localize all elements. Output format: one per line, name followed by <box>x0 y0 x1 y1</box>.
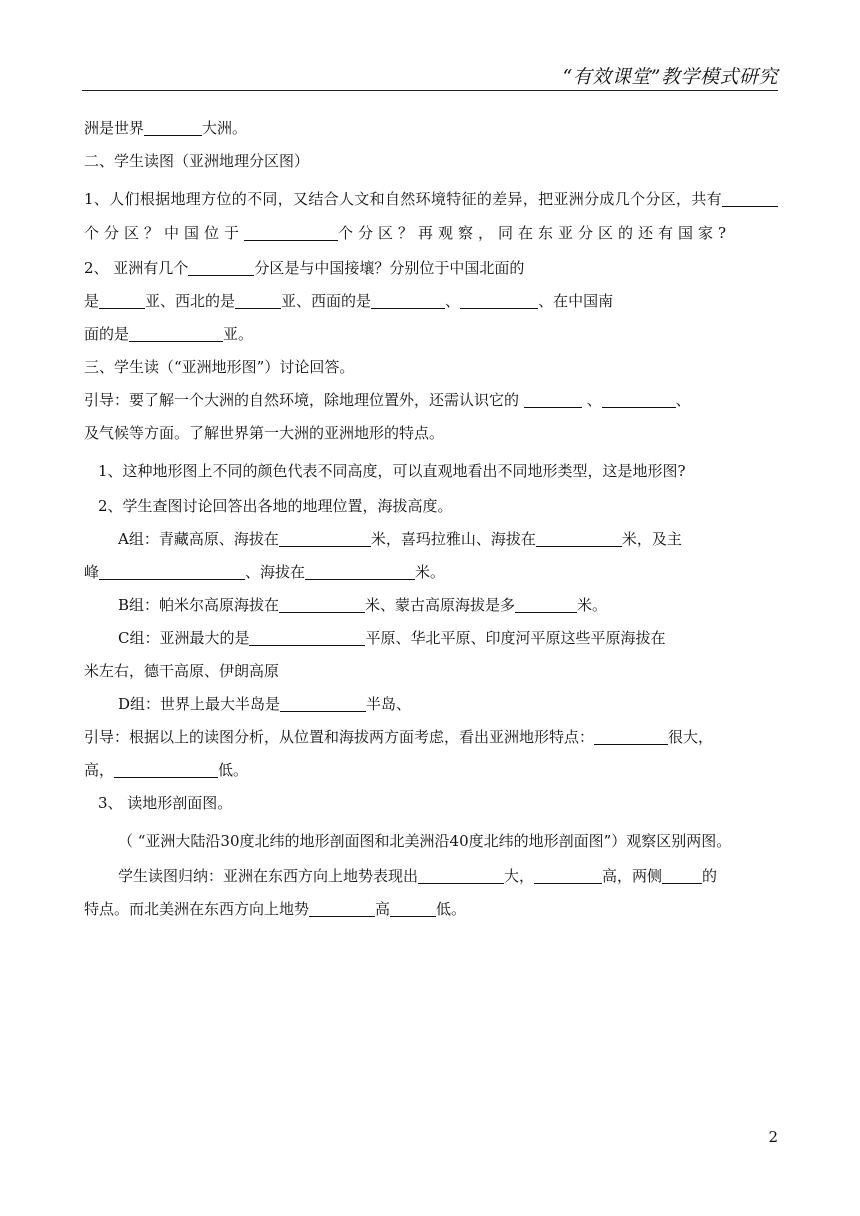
group-b: B组：帕米尔高原海拔在 米、蒙古高原海拔是多 米。 <box>118 596 608 614</box>
guide-1: 引导：要了解一个大洲的自然环境，除地理位置外，还需认识它的 、 、 <box>84 391 691 409</box>
question-3-3: 3、 读地形剖面图。 <box>98 794 233 812</box>
blank[interactable] <box>602 391 676 408</box>
blank[interactable] <box>249 629 365 646</box>
blank[interactable] <box>99 292 145 309</box>
question-2-2: 2、 亚洲有几个 分区是与中国接壤？分别位于中国北面的 <box>84 259 525 277</box>
blank[interactable] <box>279 596 365 613</box>
question-3-2: 2、学生查图讨论回答出各地的地理位置，海拔高度。 <box>98 497 453 515</box>
blank[interactable] <box>371 292 445 309</box>
blank[interactable] <box>99 563 245 580</box>
group-c: C组：亚洲最大的是 平原、华北平原、印度河平原这些平原海拔在 <box>118 629 666 647</box>
blank[interactable] <box>390 900 436 917</box>
blank[interactable] <box>114 761 218 778</box>
blank[interactable] <box>418 867 504 884</box>
group-a: A组：青藏高原、海拔在 米，喜玛拉雅山、海拔在 米，及主 <box>118 530 682 548</box>
question-2-2-end: 面的是 亚。 <box>84 325 254 343</box>
blank[interactable] <box>305 563 415 580</box>
blank[interactable] <box>188 259 254 276</box>
group-a-cont: 峰 、海拔在 米。 <box>84 563 446 581</box>
blank[interactable] <box>515 596 577 613</box>
blank[interactable] <box>460 292 538 309</box>
blank[interactable] <box>536 530 622 547</box>
section-3-heading: 三、学生读（“亚洲地形图”）讨论回答。 <box>84 358 355 376</box>
blank[interactable] <box>235 292 281 309</box>
guide-2-cont: 高， 低。 <box>84 761 249 779</box>
blank[interactable] <box>534 867 602 884</box>
blank[interactable] <box>279 530 371 547</box>
profile-note: （ “亚洲大陆沿30度北纬的地形剖面图和北美洲沿40度北纬的地形剖面图”）观察区别两图。 <box>118 832 732 850</box>
blank[interactable] <box>524 391 582 408</box>
group-d: D组：世界上最大半岛是 半岛、 <box>118 695 412 713</box>
blank[interactable] <box>594 728 668 745</box>
page-number: 2 <box>768 1128 778 1146</box>
blank[interactable] <box>144 119 202 136</box>
line-1: 洲是世界 大洲。 <box>84 119 248 137</box>
group-c-cont: 米左右，德干高原、伊朗高原 <box>84 662 280 680</box>
blank[interactable] <box>129 325 223 342</box>
summary-1-cont: 特点。而北美洲在东西方向上地势 高 低。 <box>84 900 467 918</box>
header-title: “有效课堂”教学模式研究 <box>562 66 778 88</box>
section-2-heading: 二、学生读图（亚洲地理分区图） <box>84 152 310 170</box>
blank[interactable] <box>662 867 702 884</box>
document-body <box>84 116 778 930</box>
header-rule <box>82 90 778 91</box>
question-3-1: 1、这种地形图上不同的颜色代表不同高度，可以直观地看出不同地形类型，这是地形图? <box>98 462 686 480</box>
summary-1: 学生读图归纳：亚洲在东西方向上地势表现出 大， 高，两侧 的 <box>118 867 718 885</box>
guide-2: 引导：根据以上的读图分析，从位置和海拔两方面考虑，看出亚洲地形特点： 很大， <box>84 728 714 746</box>
blank[interactable] <box>244 224 338 241</box>
guide-1-cont: 及气候等方面。了解世界第一大洲的亚洲地形的特点。 <box>84 424 445 442</box>
question-2-1: 1、人们根据地理方位的不同，又结合人文和自然环境特征的差异，把亚洲分成几个分区，共有个分区？中国位于 个分区？再观察，同在东亚分区的还有国家? <box>84 182 778 250</box>
blank[interactable] <box>280 695 366 712</box>
blank[interactable] <box>309 900 375 917</box>
blank[interactable] <box>722 190 778 207</box>
question-2-2-cont: 是 亚、西北的是 亚、西面的是 、 、在中国南 <box>84 292 614 310</box>
